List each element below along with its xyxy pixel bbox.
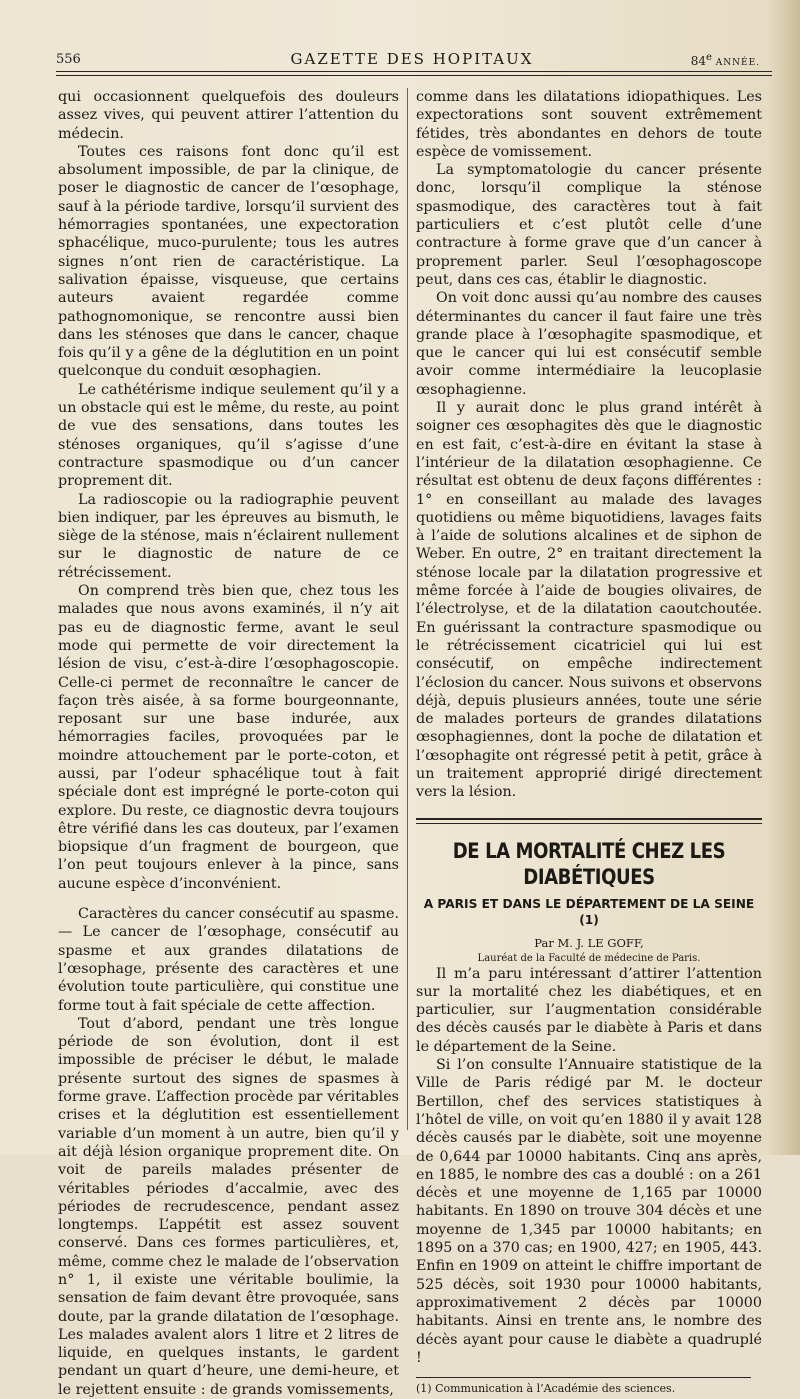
left-paragraph-4: La radioscopie ou la radiographie peuvent bien indiquer, par les épreuves au bismuth, le siège de la sténose, mais n’éclairent nullement sur le diagnostic de nature de ce rétrécissement. (58, 491, 399, 581)
left-paragraph-6: Caractères du cancer consécutif au spasme. — Le cancer de l’œsophage, consécutif au spasme et aux grandes dilatations de l’œsophage, présente des caractères et une évolution toute particulière, qui constitue une forme tout à fait spéciale de cette affection. (58, 906, 399, 1014)
right-paragraph-1: comme dans les dilatations idiopathiques. Les expectorations sont souvent extrêmement fétides, très abondantes en dehors de toute espèce de vomissement. (416, 89, 762, 160)
header-rule (56, 71, 772, 72)
right-paragraph-4: Il y aurait donc le plus grand intérêt à soigner ces œsophagites dès que le diagnostic en est fait, c’est-à-dire en évitant la stase à l’intérieur de la dilatation œsophagienne. Ce résultat est obtenu de deux façons différentes : 1° en conseillant au malade des lavages quotidiens ou même biquotidiens, lavages faits à l’aide de solutions alcalines et de siphon de Weber. En outre, 2° en traitant directement la sténose locale par la dilatation progressive et même forcée à l’aide de bougies olivaires, de l’électrolyse, et de la dilatation caoutchoutée. En guérissant la contracture spasmodique ou le rétrécissement cicatriciel qui lui est consécutif, on empêche indirectement l’éclosion du cancer. Nous suivons et observons déjà, depuis plusieurs années, toute une série de malades porteurs de grandes dilatations œsophagiennes, dont la poche de dilatation et l’œsophagite ont régressé petit à petit, grâce à un traitement approprié dirigé directement vers la lésion. (416, 400, 762, 801)
left-column (58, 88, 399, 1399)
article-paragraph-2: Si l’on consulte l’Annuaire statistique de la Ville de Paris rédigé par M. le docteur Bertillon, chef des services statistiques à l’hôtel de ville, on voit qu’en 1880 il y avait 128 décès causés par le diabète, soit une moyenne de 0,644 par 10000 habitants. Cinq ans après, en 1885, le nombre des cas a doublé : on a 261 décès et une moyenne de 1,165 par 10000 habitants. En 1890 on trouve 304 décès et une moyenne de 1,345 par 10000 habitants; en 1895 on a 370 cas; en 1900, 427; en 1905, 443. Enfin en 1909 on atteint le chiffre important de 525 décès, soit 1930 pour 10000 habitants, approximativement 2 décès par 10000 habitants. Ainsi en trente ans, le nombre des décès ayant pour cause le diabète a quadruplé ! (416, 1057, 762, 1366)
left-paragraph-2: Toutes ces raisons font donc qu’il est absolument impossible, de par la clinique, de poser le diagnostic de cancer de l’œsophage, sauf à la période tardive, lorsqu’il survient des hémorragies spontanées, une expectoration sphacélique, muco-purulente; tous les autres signes n’ont rien de caractéristique. La salivation épaisse, visqueuse, que certains auteurs avaient regardée comme pathognomonique, se rencontre aussi bien dans les sténoses que dans le cancer, chaque fois qu’il y a gêne de la déglutition en un point quelconque du conduit œsophagien. (58, 143, 399, 380)
article-paragraph-1: Il m’a paru intéressant d’attirer l’attention sur la mortalité chez les diabétiques, et en particulier, sur l’augmentation considérable des décès causés par le diabète à Paris et dans le département de la Seine. (416, 965, 762, 1055)
journal-title: GAZETTE DES HOPITAUX (290, 50, 534, 68)
article-rule (416, 818, 762, 820)
article-author: Par M. J. LE GOFF, (534, 935, 644, 950)
page-number: 556 (56, 52, 81, 67)
left-paragraph-3: Le cathétérisme indique seulement qu’il y a un obstacle qui est le même, du reste, au point de vue des sensations, dans toutes les sténoses organiques, qu’il s’agisse d’une contracture spasmodique ou d’un cancer proprement dit. (58, 381, 399, 490)
right-column (416, 88, 762, 1396)
left-paragraph-7: Tout d’abord, pendant une très longue période de son évolution, dont il est impossible de préciser le début, le malade présente surtout des signes de spasmes à forme grave. L’affection procède par véritables crises et la déglutition est essentiellement variable d’un moment à un autre, bien qu’il y ait déjà lésion organique proprement dite. On voit de pareils malades présenter de véritables périodes d’accalmie, avec des périodes de recrudescence, pendant assez longtemps. L’appétit est assez souvent conservé. Dans ces formes particulières, et, même, comme chez le malade de l’observation n° 1, il existe une véritable boulimie, la sensation de faim devant être provoquée, sans doute, par la grande dilatation de l’œsophage. Les malades avalent alors 1 litre et 2 litres de liquide, en quelques instants, le gardent pendant un quart d’heure, une demi-heure, et le rejettent ensuite : de grands vomissements, (58, 1015, 399, 1398)
article-rule-thin (416, 823, 762, 824)
year-label: 84e ANNÉE. (690, 52, 760, 68)
footnote: (1) Communication à l’Académie des sciences. (416, 1382, 676, 1396)
right-paragraph-3: On voit donc aussi qu’au nombre des causes déterminantes du cancer il faut faire une très grande place à l’œsophagite spasmodique, et que le cancer qui lui est consécutif semble avoir comme intermédiaire la leucoplasie œsophagienne. (416, 290, 762, 398)
page-header (56, 48, 768, 70)
article-subtitle: A PARIS ET DANS LE DÉPARTEMENT DE LA SEINE (1) (423, 896, 755, 927)
left-paragraph-1: qui occasionnent quelquefois des douleurs assez vives, qui peuvent attirer l’attention du médecin. (58, 89, 399, 142)
article-title: DE LA MORTALITÉ CHEZ LES DIABÉTIQUES (452, 838, 726, 889)
footnote-rule (416, 1377, 751, 1378)
article-affiliation: Lauréat de la Faculté de médecine de Paris. (477, 952, 701, 964)
header-rule-lower (56, 75, 772, 76)
column-divider (407, 88, 408, 1130)
left-paragraph-5: On comprend très bien que, chez tous les malades que nous avons examinés, il n’y ait pas eu de diagnostic ferme, avant le seul mode qui permette de voir directement la lésion de visu, c’est-à-dire l’œsophagoscopie. Celle-ci permet de reconnaître le cancer de façon très aisée, à sa forme bourgeonnante, reposant sur une base indurée, aux hémorragies faciles, provoquées par le moindre attouchement par le porte-coton, et aussi, par l’odeur sphacélique tout à fait spéciale dont est imprégné le porte-coton qui explore. Du reste, ce diagnostic devra toujours être vérifié dans les cas douteux, par l’examen biopsique d’un fragment de bourgeon, que l’on peut toujours enlever à la pince, sans aucune espèce d’inconvénient. (58, 583, 399, 892)
right-paragraph-2: La symptomatologie du cancer présente donc, lorsqu’il complique la sténose spasmodique, des caractères tout à fait particuliers et c’est plutôt celle d’une contracture à forme grave que d’un cancer à proprement parler. Seul l’œsophagoscope peut, dans ces cas, établir le diagnostic. (416, 162, 762, 288)
